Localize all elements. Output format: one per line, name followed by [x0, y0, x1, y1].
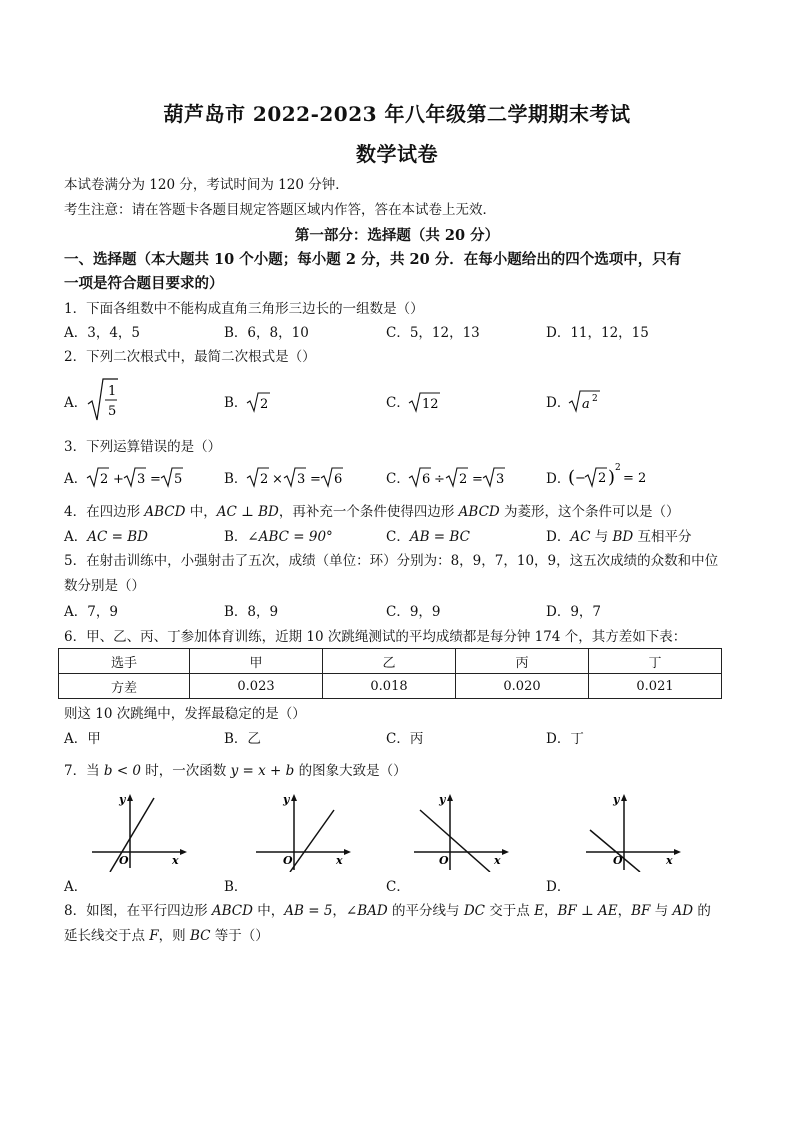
q3-stem: 3．下列运算错误的是（） [64, 439, 222, 455]
q4-option-d: D．AC 与 BD 互相平分 [546, 529, 692, 545]
q4-option-b: B．∠ABC = 90° [224, 529, 333, 545]
svg-text:2: 2 [100, 472, 109, 487]
q6-question: 则这 10 次跳绳中，发挥最稳定的是（） [64, 706, 306, 722]
table-cell: 丙 [456, 649, 589, 674]
q3-option-a-expr [86, 465, 196, 489]
q5-stem-line-2: 数分别是（） [64, 578, 145, 594]
table-cell: 丁 [589, 649, 722, 674]
q2-option-a-label: A． [64, 395, 88, 411]
q8-stem-line-2: 延长线交于点 F，则 BC 等于（） [64, 928, 269, 944]
variance-table [58, 648, 722, 699]
svg-text:5: 5 [174, 472, 183, 487]
svg-text:O: O [119, 854, 129, 867]
svg-text:x: x [172, 854, 179, 867]
svg-text:y: y [613, 793, 620, 806]
svg-text:a: a [582, 397, 590, 412]
q3-option-d-label: D． [546, 471, 571, 487]
q2-stem: 2．下列二次根式中，最简二次根式是（） [64, 349, 316, 365]
q3-option-b-label: B． [224, 471, 248, 487]
q7-graph-c [410, 792, 510, 872]
q3-option-b-expr [246, 465, 356, 489]
svg-text:÷: ÷ [434, 472, 445, 487]
q3-option-c-label: C． [386, 471, 410, 487]
q5-option-c: C．9，9 [386, 604, 441, 620]
q2-option-d-label: D． [546, 395, 571, 411]
q7-option-c: C． [386, 879, 410, 895]
q7-stem: 7．当 b < 0 时，一次函数 y = x + b 的图象大致是（） [64, 763, 407, 779]
q5-stem-line-1: 5．在射击训练中，小强射击了五次，成绩（单位：环）分别为：8，9，7，10，9，这五次成绩的众数和中位 [64, 553, 719, 569]
q5-option-d: D．9，7 [546, 604, 602, 620]
q2-option-d-sqrt [568, 386, 604, 414]
q3-option-c-expr [408, 465, 518, 489]
svg-text:O: O [439, 854, 449, 867]
exam-subtitle: 数学试卷 [356, 142, 438, 166]
table-cell: 0.020 [456, 674, 589, 699]
svg-text:y: y [119, 793, 126, 806]
svg-text:=: = [150, 472, 161, 487]
svg-text:2: 2 [459, 472, 468, 487]
q5-option-b: B．8，9 [224, 604, 279, 620]
q3-option-a-label: A． [64, 471, 88, 487]
table-cell: 方差 [59, 674, 190, 699]
q1-option-c: C．5，12，13 [386, 325, 480, 341]
intro-line-2: 考生注意：请在答题卡各题目规定答题区域内作答，答在本试卷上无效． [64, 202, 496, 218]
q2-option-c-label: C． [386, 395, 410, 411]
intro-line-1: 本试卷满分为 120 分，考试时间为 120 分钟． [64, 177, 349, 193]
q4-option-a: A．AC = BD [64, 529, 148, 545]
q6-stem: 6．甲、乙、丙、丁参加体育训练，近期 10 次跳绳测试的平均成绩都是每分钟 174 个，其方差如下表： [64, 629, 687, 645]
table-cell: 甲 [190, 649, 323, 674]
q3-option-d-expr [568, 460, 658, 490]
svg-text:12: 12 [422, 397, 439, 412]
svg-text:): ) [608, 467, 616, 488]
svg-text:O: O [613, 854, 623, 867]
table-cell: 乙 [323, 649, 456, 674]
q1-option-a: A．3，4，5 [64, 325, 141, 341]
q2-option-b-sqrt [246, 390, 276, 414]
q2-option-c-sqrt [408, 390, 442, 414]
q1-option-d: D．11，12，15 [546, 325, 649, 341]
svg-text:2: 2 [615, 463, 621, 473]
q2-option-b-label: B． [224, 395, 248, 411]
svg-text:=: = [472, 472, 483, 487]
svg-text:2: 2 [592, 394, 598, 404]
q4-stem: 4．在四边形 ABCD 中，AC ⊥ BD，再补充一个条件使得四边形 ABCD 为菱形，这个条件可以是（） [64, 504, 680, 520]
table-header-row [59, 649, 722, 674]
q2-a-denominator: 5 [108, 404, 117, 419]
q7-option-d: D． [546, 879, 571, 895]
svg-text:x: x [666, 854, 673, 867]
q2-option-a-sqrt-fraction [86, 376, 120, 426]
svg-text:−: − [575, 471, 586, 486]
svg-text:2: 2 [260, 472, 269, 487]
svg-text:6: 6 [422, 472, 431, 487]
q5-option-a: A．7，9 [64, 604, 118, 620]
q2-a-numerator: 1 [108, 384, 117, 399]
svg-text:2: 2 [598, 471, 607, 486]
svg-text:y: y [283, 793, 290, 806]
svg-text:3: 3 [297, 472, 306, 487]
q6-option-d: D．丁 [546, 731, 584, 747]
part1-heading: 第一部分：选择题（共 20 分） [294, 227, 500, 244]
table-cell: 0.023 [190, 674, 323, 699]
exam-title: 葫芦岛市 2022-2023 年八年级第二学期期末考试 [163, 102, 631, 126]
svg-text:=: = [310, 472, 321, 487]
q8-stem-line-1: 8．如图，在平行四边形 ABCD 中，AB = 5，∠BAD 的平分线与 DC 交于点 E，BF ⊥ AE，BF 与 AD 的 [64, 903, 711, 919]
table-row [59, 674, 722, 699]
svg-text:O: O [283, 854, 293, 867]
table-cell: 选手 [59, 649, 190, 674]
svg-text:y: y [439, 793, 446, 806]
q7-option-a: A． [64, 879, 88, 895]
section1-line-1: 一、选择题（本大题共 10 个小题；每小题 2 分，共 20 分．在每小题给出的四个选项中，只有 [64, 251, 682, 268]
svg-text:(: ( [568, 467, 576, 488]
q7-graph-a [88, 792, 188, 872]
q7-graph-d [582, 792, 682, 872]
q6-option-a: A．甲 [64, 731, 101, 747]
svg-text:= 2: = 2 [623, 471, 647, 486]
q4-option-c: C．AB = BC [386, 529, 470, 545]
q6-option-b: B．乙 [224, 731, 261, 747]
svg-text:2: 2 [260, 397, 269, 412]
svg-text:6: 6 [334, 472, 343, 487]
svg-text:x: x [494, 854, 501, 867]
svg-text:x: x [336, 854, 343, 867]
svg-text:×: × [272, 472, 283, 487]
q1-option-b: B．6，8，10 [224, 325, 309, 341]
q6-option-c: C．丙 [386, 731, 424, 747]
table-cell: 0.018 [323, 674, 456, 699]
q1-stem: 1．下面各组数中不能构成直角三角形三边长的一组数是（） [64, 301, 424, 317]
q7-option-b: B． [224, 879, 248, 895]
q7-graph-b [252, 792, 352, 872]
svg-text:+: + [113, 472, 124, 487]
section1-line-2: 一项是符合题目要求的） [64, 275, 224, 292]
svg-text:3: 3 [496, 472, 505, 487]
table-cell: 0.021 [589, 674, 722, 699]
svg-text:3: 3 [137, 472, 146, 487]
